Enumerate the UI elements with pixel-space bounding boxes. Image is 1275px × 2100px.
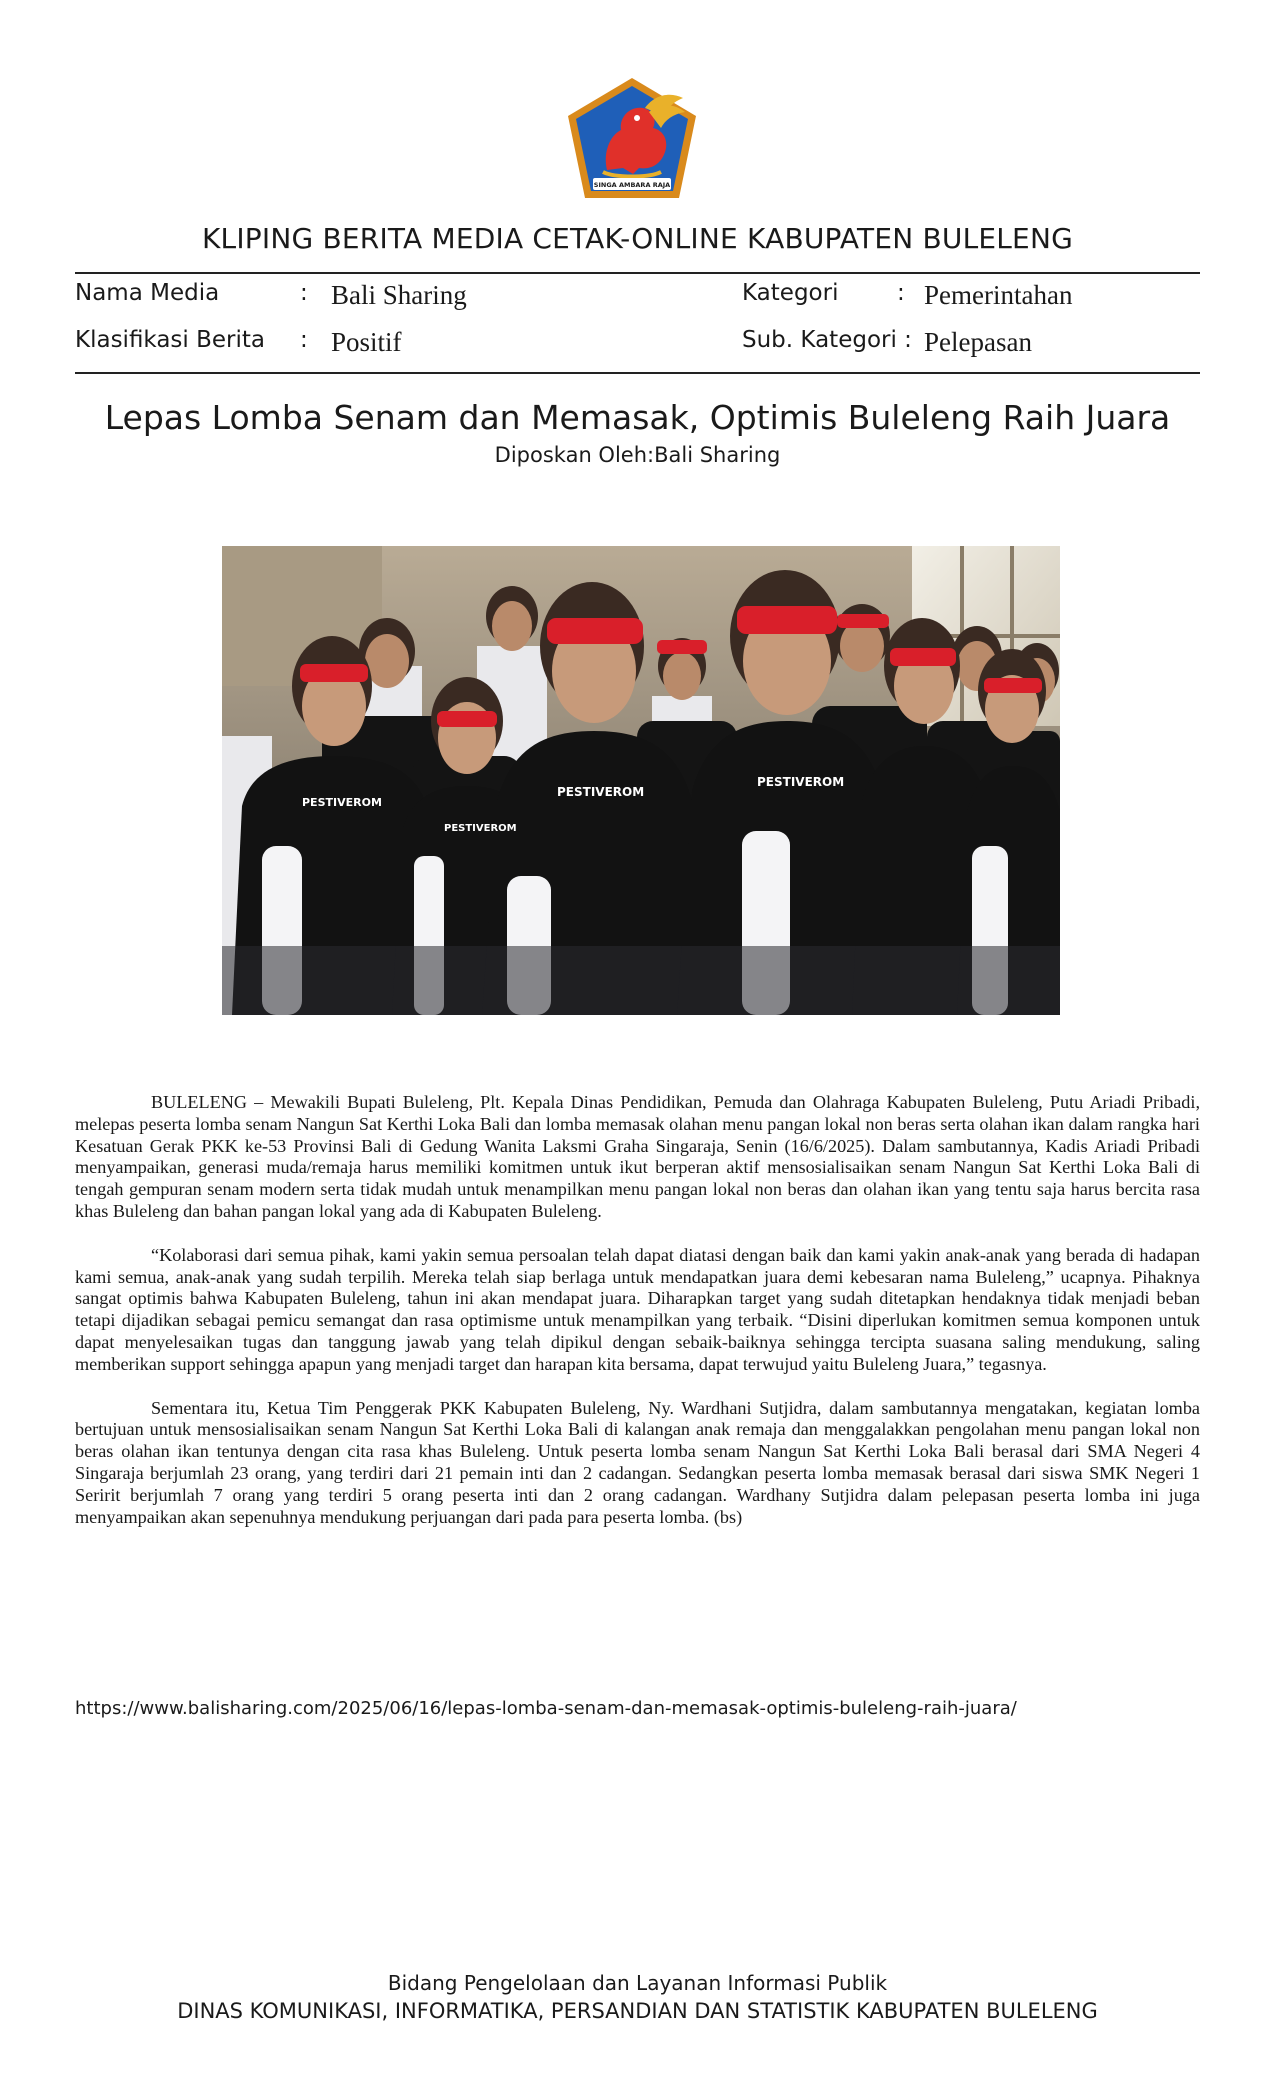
meta-row-media [75, 280, 1200, 320]
footer-division: Bidang Pengelolaan dan Layanan Informasi Publik [387, 1971, 888, 1995]
category-value: Pemerintahan [924, 280, 1073, 310]
source-url: https://www.balisharing.com/2025/06/16/lepas-lomba-senam-dan-memasak-optimis-buleleng-raih-juara/ [75, 1698, 1017, 1719]
meta-row-classification [75, 327, 1200, 367]
category-separator: : [897, 280, 905, 306]
category-label: Kategori [742, 280, 839, 306]
classification-value: Positif [331, 327, 402, 357]
header-divider-top [75, 272, 1200, 274]
article-title: Lepas Lomba Senam dan Memasak, Optimis Buleleng Raih Juara [104, 398, 1171, 437]
article-body [75, 1092, 1200, 1550]
subcategory-value: Pelepasan [924, 327, 1032, 357]
article-paragraph: “Kolaborasi dari semua pihak, kami yakin semua persoalan telah dapat diatasi dengan baik dan kami yakin anak-anak yang berada di hadapan kami semua, anak-anak yang sudah terpilih. Mereka telah siap berlaga untuk mendapatkan juara demi kebesaran nama Buleleng,” ucapnya. Pihaknya sangat optimis bahwa Kabupaten Buleleng, tahun ini akan mendapat juara. Diharapkan target yang sudah ditetapkan hendaknya tidak menjadi beban tetapi dijadikan sebagai pemicu semangat dan rasa optimisme untuk menampilkan yang terbaik. “Disini diperlukan komitmen semua komponen untuk dapat menyelesaikan tugas dan tanggung jawab yang telah dipikul dengan sebaik-baiknya sehingga tercipta suasana saling mendukung, saling memberikan support sehingga apapun yang menjadi target dan harapan kita bersama, dapat terwujud yaitu Buleleng Juara,” tegasnya. [75, 1244, 1200, 1374]
shirt-print-2: PESTIVEROM [444, 823, 517, 834]
subcategory-label: Sub. Kategori : [742, 327, 912, 353]
shirt-print-1: PESTIVEROM [302, 796, 382, 809]
article-paragraph: BULELENG – Mewakili Bupati Buleleng, Plt. Kepala Dinas Pendidikan, Pemuda dan Olahraga Kabupaten Buleleng, Putu Ariadi Pribadi, melepas peserta lomba senam Nangun Sat Kerthi Loka Bali dan lomba memasak olahan menu pangan lokal non beras serta olahan ikan dalam rangka hari Kesatuan Gerak PKK ke-53 Provinsi Bali di Gedung Wanita Laksmi Graha Singaraja, Senin (16/6/2025). Dalam sambutannya, Kadis Ariadi Pribadi menyampaikan, generasi muda/remaja harus memiliki komitmen untuk ikut berperan aktif mensosialisaikan senam Nangun Sat Kerthi Loka Bali di tengah gempuran senam modern serta tidak mudah untuk menampilkan menu pangan lokal non beras dan olahan ikan yang tentu saja harus bercita rasa khas Buleleng dan bahan pangan lokal yang ada di Kabupaten Buleleng. [75, 1092, 1200, 1221]
shirt-print-3: PESTIVEROM [557, 785, 645, 799]
article-paragraph: Sementara itu, Ketua Tim Penggerak PKK Kabupaten Buleleng, Ny. Wardhani Sutjidra, dalam sambutannya mengatakan, kegiatan lomba bertujuan untuk mensosialisaikan senam Nangun Sat Kerthi Loka Bali di kalangan anak remaja dan menggalakkan pengolahan menu pangan lokal non beras olahan ikan tentunya dengan cita rasa khas Buleleng. Untuk peserta lomba senam Nangun Sat Kerthi Loka Bali berasal dari SMA Negeri 4 Singaraja berjumlah 23 orang, yang terdiri dari 21 pemain inti dan 2 cadangan. Sedangkan peserta lomba memasak berasal dari siswa SMK Negeri 1 Seririt berjumlah 7 orang yang terdiri 5 orang peserta inti dan 2 orang cadangan. Wardhany Sutjidra dalam pelepasan peserta lomba ini juga menyampaikan akan sepenuhnya mendukung perjuangan dari pada para peserta lomba. (bs) [75, 1397, 1200, 1527]
classification-separator: : [300, 327, 308, 353]
header-divider-bottom [75, 372, 1200, 374]
classification-label: Klasifikasi Berita [75, 327, 266, 353]
article-photo [222, 546, 1060, 1015]
clipping-header-title: KLIPING BERITA MEDIA CETAK-ONLINE KABUPATEN BULELENG [201, 222, 1073, 255]
media-separator: : [300, 280, 308, 306]
footer-department: DINAS KOMUNIKASI, INFORMATIKA, PERSANDIAN DAN STATISTIK KABUPATEN BULELENG [177, 1999, 1098, 2023]
shirt-print-4: PESTIVEROM [757, 775, 845, 789]
article-byline: Diposkan Oleh:Bali Sharing [494, 443, 781, 467]
media-value: Bali Sharing [331, 280, 467, 310]
logo-motto: SINGA AMBARA RAJA [593, 181, 671, 189]
media-label: Nama Media [75, 280, 220, 306]
buleleng-regency-emblem [563, 74, 701, 202]
